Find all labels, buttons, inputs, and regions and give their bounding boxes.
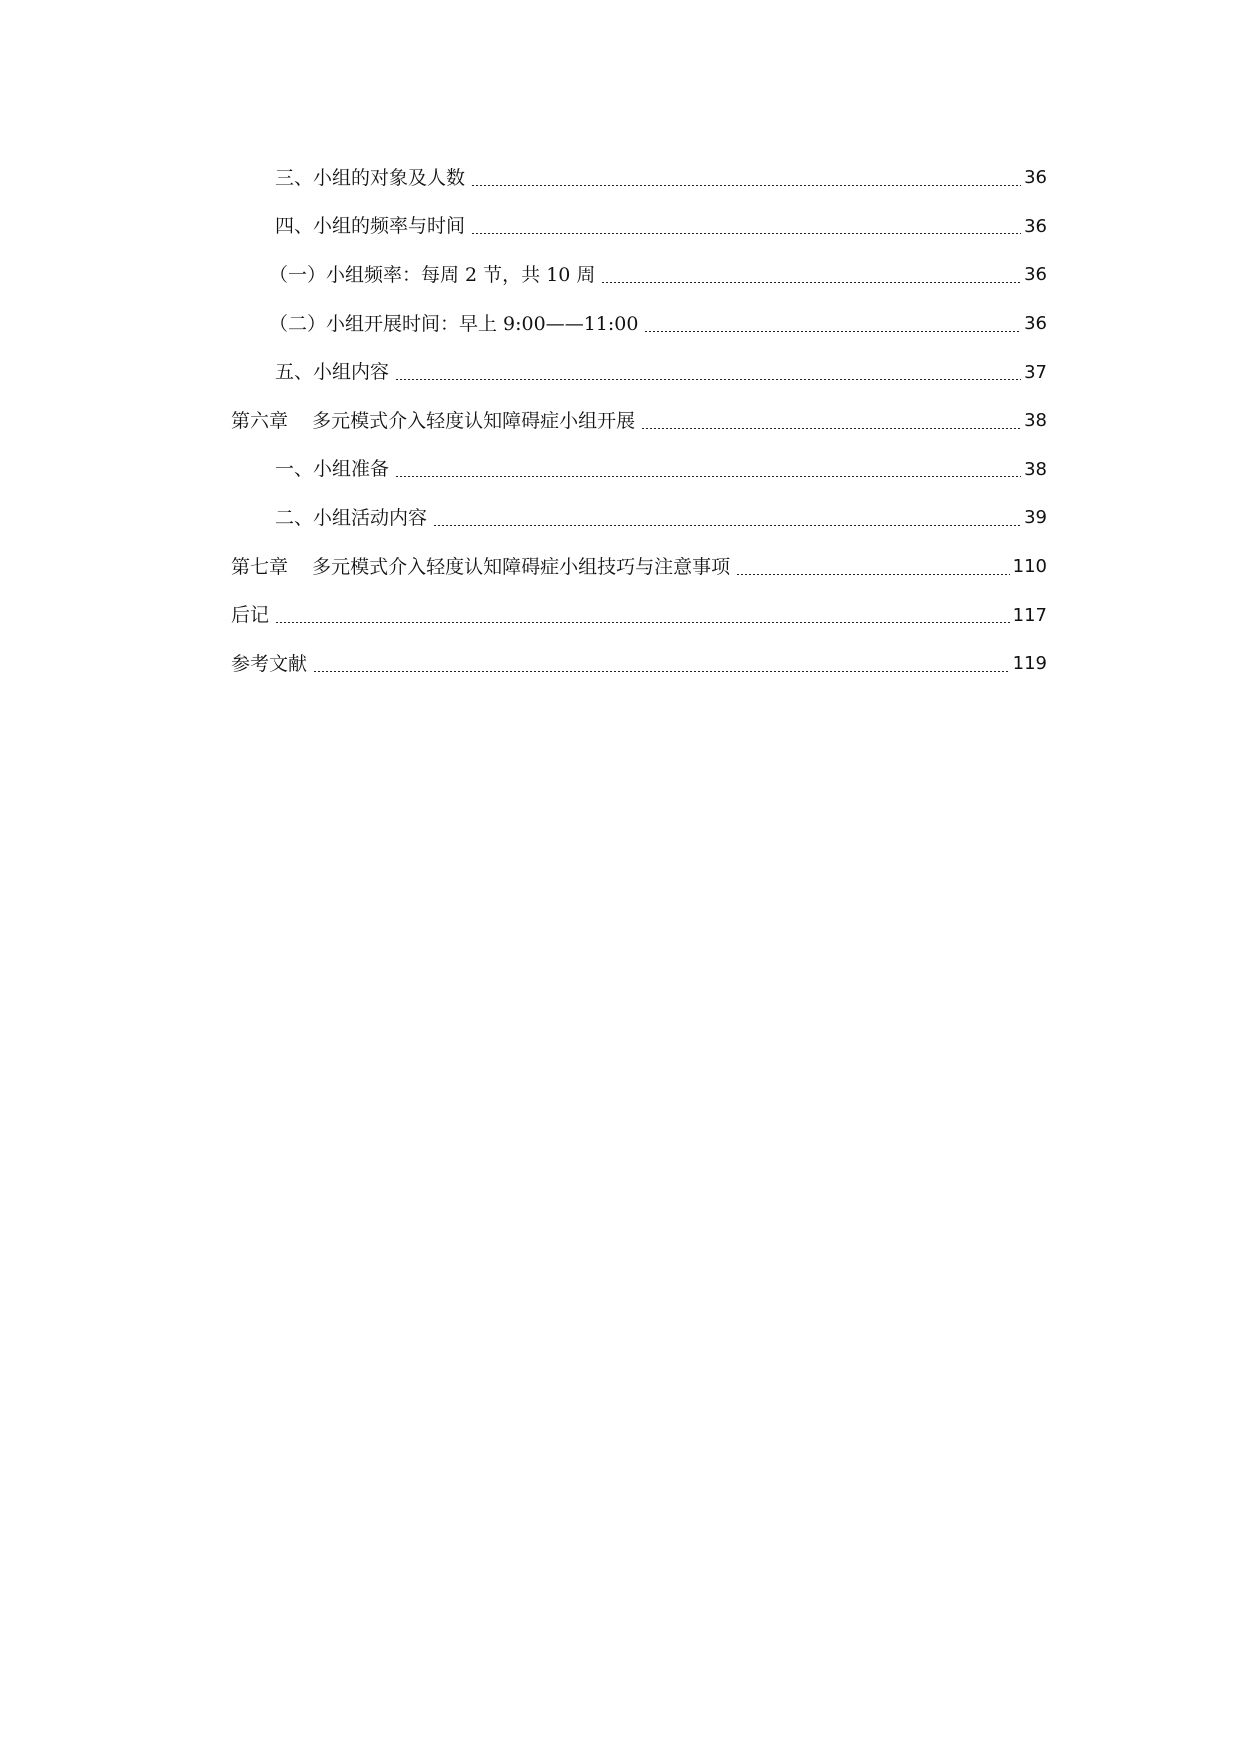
toc-dot-leader: [641, 428, 1021, 429]
toc-entry[interactable]: [231, 591, 1047, 640]
toc-dot-leader: [471, 185, 1021, 186]
toc-entry-page: 110: [1012, 556, 1047, 578]
toc-entry-title: 二、小组活动内容: [275, 506, 428, 529]
toc-entry[interactable]: [231, 640, 1047, 689]
toc-dot-leader: [644, 331, 1021, 332]
toc-entry-title: 五、小组内容: [275, 361, 390, 384]
toc-entry[interactable]: [231, 251, 1047, 300]
toc-entry-title: 参考文献: [231, 652, 308, 675]
toc-entry-title: （二）小组开展时间：早上 9:00——11:00: [269, 312, 639, 335]
toc-entry[interactable]: [231, 203, 1047, 252]
toc-dot-leader: [471, 233, 1021, 234]
toc-entry-page: 38: [1024, 458, 1047, 480]
toc-dot-leader: [601, 282, 1021, 283]
toc-entry-page: 37: [1024, 361, 1047, 383]
toc-entry-title: 四、小组的频率与时间: [275, 215, 466, 238]
toc-entry-page: 36: [1024, 313, 1047, 335]
toc-entry-title: 第七章 多元模式介入轻度认知障碍症小组技巧与注意事项: [231, 555, 731, 578]
toc-entry-title: 第六章 多元模式介入轻度认知障碍症小组开展: [231, 409, 636, 432]
toc-dot-leader: [395, 379, 1021, 380]
toc-entry-page: 117: [1012, 604, 1047, 626]
toc-entry-page: 36: [1024, 167, 1047, 189]
toc-dot-leader: [313, 671, 1010, 672]
toc-entry-page: 38: [1024, 410, 1047, 432]
toc-dot-leader: [433, 525, 1021, 526]
toc-dot-leader: [395, 476, 1021, 477]
toc-entry[interactable]: [231, 154, 1047, 203]
table-of-contents: [231, 154, 1047, 689]
toc-entry-title: 一、小组准备: [275, 458, 390, 481]
toc-entry[interactable]: [231, 300, 1047, 349]
toc-entry-page: 36: [1024, 215, 1047, 237]
toc-entry[interactable]: [231, 348, 1047, 397]
toc-entry-page: 36: [1024, 264, 1047, 286]
toc-dot-leader: [736, 574, 1009, 575]
toc-entry[interactable]: [231, 397, 1047, 446]
toc-entry-title: （一）小组频率：每周 2 节，共 10 周: [269, 263, 596, 286]
toc-entry-title: 后记: [231, 604, 270, 627]
toc-dot-leader: [275, 622, 1010, 623]
toc-entry[interactable]: [231, 543, 1047, 592]
toc-entry-page: 119: [1012, 653, 1047, 675]
toc-entry-page: 39: [1024, 507, 1047, 529]
toc-entry[interactable]: [231, 494, 1047, 543]
toc-entry[interactable]: [231, 446, 1047, 495]
toc-entry-title: 三、小组的对象及人数: [275, 166, 466, 189]
